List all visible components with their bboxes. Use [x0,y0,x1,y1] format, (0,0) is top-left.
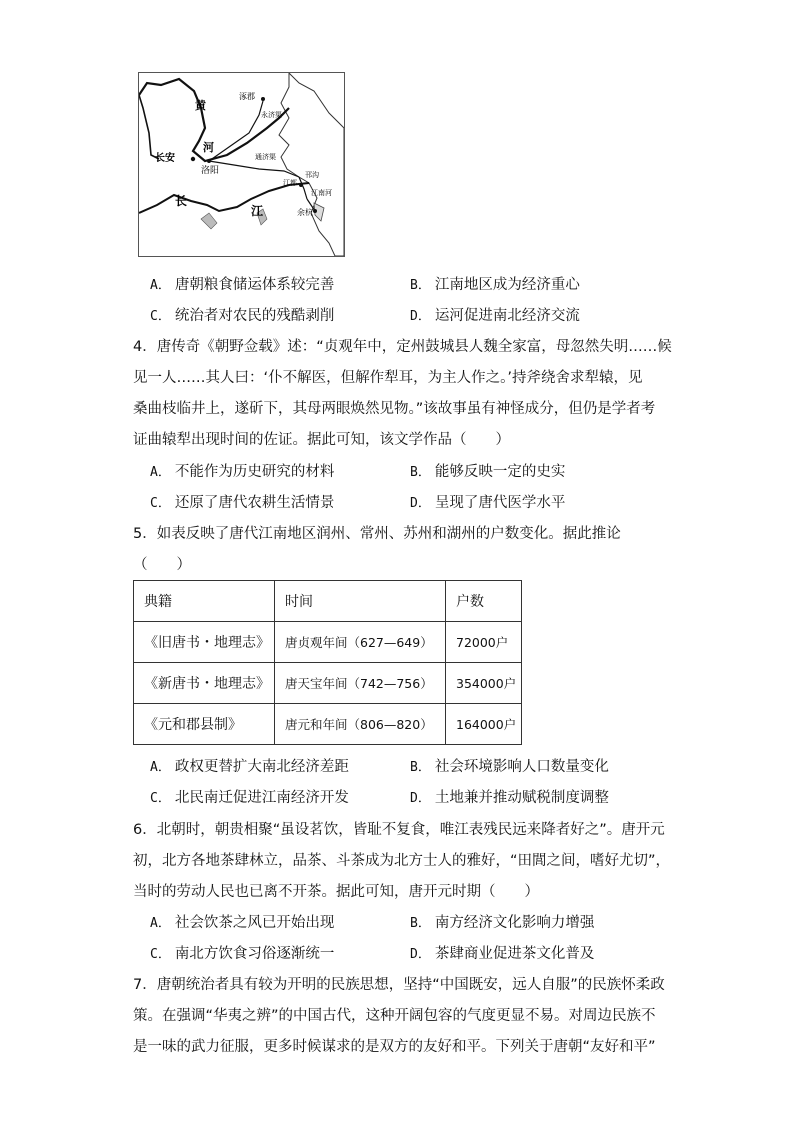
option-key: D． [410,496,431,511]
table-row [134,663,522,704]
map-label-hangou: 邗沟 [305,171,319,179]
q6-stem-line-2: 初，北方各地茶肆林立，品茶、斗茶成为北方士人的雅好，“田閭之间，嗜好尤切”， [133,853,671,869]
q5-stem-line-2: （ ） [133,557,191,573]
option-key: A． [150,760,171,775]
cell-households-text: 72000户 [456,635,509,650]
q3-option-c[interactable] [150,306,334,327]
river-branch [139,95,159,159]
q4-stem-line-4: 证曲辕犁出现时间的佐证。据此可知，该文学作品（ ） [133,432,510,448]
q5-option-b[interactable] [410,757,609,778]
option-text: 社会环境影响人口数量变化 [434,759,609,775]
option-key: B． [410,916,431,931]
option-text: 不能作为历史研究的材料 [174,464,335,480]
cell-households-text: 354000户 [456,676,517,691]
changan-dot [191,157,195,161]
q4-stem-line-3: 桑曲枝临井上，遂斫下，其母两眼焕然见物。”该故事虽有神怪成分，但仍是学者考 [133,401,656,417]
option-key: D． [410,947,431,962]
option-text: 能够反映一定的史实 [434,464,566,480]
option-key: C． [150,496,171,511]
option-key: C． [150,309,171,324]
option-text: 茶肆商业促进茶文化普及 [434,946,595,962]
table-header-row [134,581,522,622]
map-label-zhuojun: 涿郡 [239,92,255,101]
luoyang-dot [207,159,211,163]
cell-households [446,622,522,663]
cell-time-text: 唐贞观年间（627—649） [285,635,433,650]
cell-time-text: 唐天宝年间（742—756） [285,676,433,691]
table-row [134,704,522,745]
coastline [279,73,344,256]
option-text: 土地兼并推动赋税制度调整 [434,790,609,806]
map-label-tongjiqu: 通济渠 [255,153,276,161]
map-label-yuhang: 余杭 [297,208,313,217]
option-key: D． [410,309,431,324]
q4-option-c[interactable] [150,493,334,514]
map-label-changan: 长安 [155,153,175,164]
map-label-he: 河 [203,141,214,154]
option-key: D． [410,791,431,806]
q5-option-d[interactable] [410,788,609,809]
option-key: B． [410,760,431,775]
yellow-river [139,79,289,161]
option-key: C． [150,947,171,962]
jiangdu-dot [299,183,303,187]
cell-households [446,663,522,704]
map-label-luoyang: 洛阳 [201,166,220,176]
option-text: 还原了唐代农耕生活情景 [174,495,335,511]
option-key: C． [150,791,171,806]
option-text: 江南地区成为经济重心 [434,277,580,293]
household-table [133,580,522,745]
map-label-chang: 长 [175,194,188,208]
cell-time-text: 唐元和年间（806—820） [285,717,433,732]
q3-option-d[interactable] [410,306,580,327]
option-text: 社会饮茶之风已开始出现 [174,915,335,931]
header-cell-time: 时间 [275,581,446,622]
map-label-jiangnanhe: 江南河 [311,189,332,197]
option-text: 呈现了唐代医学水平 [434,495,566,511]
option-key: B． [410,278,431,293]
option-text: 统治者对农民的残酷剥削 [174,308,335,324]
option-text: 北民南迁促进江南经济开发 [174,790,349,806]
q6-option-b[interactable] [410,913,594,934]
q4-option-d[interactable] [410,493,565,514]
map-drawing [139,73,344,256]
zhuojun-dot [261,97,265,101]
cell-time [275,622,446,663]
cell-households-text: 164000户 [456,717,517,732]
map-label-jiangdu: 江都 [283,179,297,187]
cell-book: 《旧唐书・地理志》 [134,622,275,663]
q5-option-c[interactable] [150,788,349,809]
q4-stem-line-1: 4．唐传奇《朝野佥载》述：“贞观年中，定州鼓城县人魏全家富，母忽然失明……候 [133,339,672,355]
yangtze-river [139,183,309,213]
q3-option-a[interactable] [150,275,334,296]
cell-book: 《新唐书・地理志》 [134,663,275,704]
q6-stem-line-1: 6．北朝时，朝贵相聚“虽设茗饮，皆耻不复食，唯江表残民远来降者好之”。唐开元 [133,822,665,838]
header-cell-households: 户数 [446,581,522,622]
q5-stem-line-1: 5．如表反映了唐代江南地区润州、常州、苏州和湖州的户数变化。据此推论 [133,526,621,542]
option-text: 唐朝粮食储运体系较完善 [174,277,335,293]
option-key: B． [410,465,431,480]
q6-option-c[interactable] [150,944,334,965]
q6-option-a[interactable] [150,913,334,934]
option-text: 运河促进南北经济交流 [434,308,580,324]
yuhang-dot [313,209,317,213]
q6-option-d[interactable] [410,944,594,965]
map-label-huang: 黄 [195,99,206,112]
cell-households [446,704,522,745]
q4-stem-line-2: 见一人……其人曰：‘仆不解医，但解作犁耳，为主人作之。’持斧绕舍求犁辕，见 [133,370,643,386]
map-label-yongjiqu: 永济渠 [261,111,282,119]
q3-option-b[interactable] [410,275,580,296]
option-key: A． [150,278,171,293]
cell-book: 《元和郡县制》 [134,704,275,745]
lake-shape [201,213,217,229]
option-text: 政权更替扩大南北经济差距 [174,759,349,775]
q7-stem-line-3: 是一味的武力征服，更多时候谋求的是双方的友好和平。下列关于唐朝“友好和平” [133,1039,656,1055]
q4-option-b[interactable] [410,462,565,483]
option-key: A． [150,916,171,931]
header-cell-book: 典籍 [134,581,275,622]
table-row [134,622,522,663]
option-key: A． [150,465,171,480]
q4-option-a[interactable] [150,462,334,483]
q7-stem-line-2: 策。在强调“华夷之辨”的中国古代，这种开阔包容的气度更显不易。对周边民族不 [133,1008,656,1024]
yongji-canal [209,101,263,161]
grand-canal-map [138,72,345,257]
q7-stem-line-1: 7．唐朝统治者具有较为开明的民族思想，坚持“中国既安，远人自服”的民族怀柔政 [133,977,665,993]
q6-stem-line-3: 当时的劳动人民也已离不开茶。据此可知，唐开元时期（ ） [133,884,539,900]
map-label-jiang: 江 [251,204,264,218]
cell-time [275,704,446,745]
option-text: 南北方饮食习俗逐渐统一 [174,946,335,962]
option-text: 南方经济文化影响力增强 [434,915,595,931]
cell-time [275,663,446,704]
q5-option-a[interactable] [150,757,349,778]
